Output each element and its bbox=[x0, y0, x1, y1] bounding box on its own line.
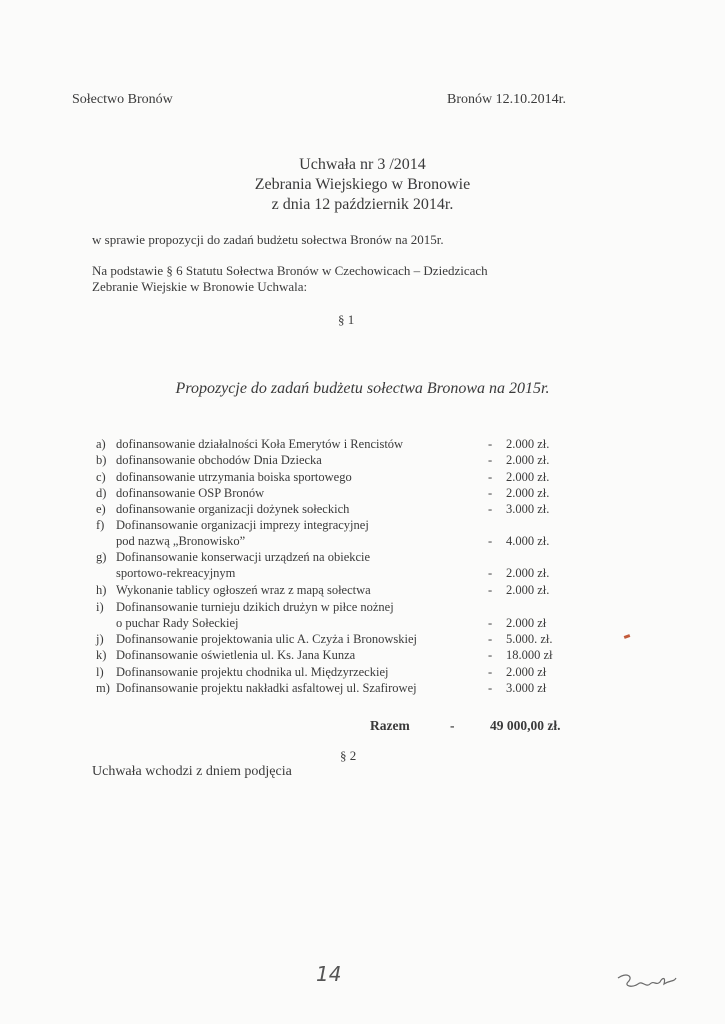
item-dash: - bbox=[488, 632, 493, 646]
list-item bbox=[96, 437, 576, 453]
item-letter: a) bbox=[96, 437, 106, 451]
item-amount: 2.000 zł. bbox=[506, 437, 550, 451]
item-description: Dofinansowanie oświetlenia ul. Ks. Jana Kunza bbox=[116, 648, 356, 662]
list-item bbox=[96, 616, 576, 632]
list-item bbox=[96, 550, 576, 566]
list-item bbox=[96, 583, 576, 599]
item-description: dofinansowanie działalności Koła Emerytów i Rencistów bbox=[116, 437, 404, 451]
item-amount: 4.000 zł. bbox=[506, 534, 550, 548]
item-description: Dofinansowanie projektu nakładki asfaltowej ul. Szafirowej bbox=[116, 681, 417, 695]
list-item bbox=[96, 470, 576, 486]
item-letter: h) bbox=[96, 583, 107, 597]
item-amount: 2.000 zł bbox=[506, 665, 547, 679]
item-dash: - bbox=[488, 437, 493, 451]
closing-statement: Uchwała wchodzi z dniem podjęcia bbox=[92, 764, 292, 779]
resolution-subject: w sprawie propozycji do zadań budżetu sołectwa Bronów na 2015r. bbox=[92, 232, 444, 247]
item-amount: 3.000 zł. bbox=[506, 502, 550, 516]
item-dash: - bbox=[488, 486, 493, 500]
ink-mark bbox=[624, 634, 631, 639]
item-amount: 3.000 zł bbox=[506, 681, 547, 695]
resolution-body: Zebrania Wiejskiego w Bronowie bbox=[254, 176, 471, 193]
item-description: sportowo-rekreacyjnym bbox=[116, 566, 236, 580]
item-description: Wykonanie tablicy ogłoszeń wraz z mapą sołectwa bbox=[116, 583, 371, 597]
item-dash: - bbox=[488, 453, 493, 467]
item-letter: i) bbox=[96, 600, 104, 614]
item-letter: j) bbox=[96, 632, 104, 646]
item-dash: - bbox=[488, 502, 493, 516]
item-amount: 5.000. zł. bbox=[506, 632, 553, 646]
item-description: dofinansowanie obchodów Dnia Dziecka bbox=[116, 453, 322, 467]
section-1-heading: § 1 bbox=[338, 312, 355, 327]
total-amount: 49 000,00 zł. bbox=[490, 718, 561, 733]
item-amount: 2.000 zł bbox=[506, 616, 547, 630]
legal-basis-line1: Na podstawie § 6 Statutu Sołectwa Bronów w Czechowicach – Dziedzicach bbox=[92, 263, 488, 278]
resolution-number: Uchwała nr 3 /2014 bbox=[299, 156, 426, 173]
header-date: Bronów 12.10.2014r. bbox=[447, 92, 566, 107]
list-item bbox=[96, 486, 576, 502]
item-letter: k) bbox=[96, 648, 107, 662]
item-amount: 2.000 zł. bbox=[506, 566, 550, 580]
item-dash: - bbox=[488, 583, 493, 597]
item-letter: l) bbox=[96, 665, 104, 679]
list-item bbox=[96, 453, 576, 469]
item-description: Dofinansowanie turnieju dzikich drużyn w piłce nożnej bbox=[116, 600, 394, 614]
item-dash: - bbox=[488, 470, 493, 484]
item-letter: m) bbox=[96, 681, 110, 695]
list-item bbox=[96, 648, 576, 664]
item-dash: - bbox=[488, 616, 493, 630]
handwritten-signature bbox=[612, 970, 682, 1000]
header-village: Sołectwo Bronów bbox=[72, 92, 173, 107]
list-item bbox=[96, 502, 576, 518]
list-item bbox=[96, 632, 576, 648]
item-description: Dofinansowanie projektowania ulic A. Czyża i Bronowskiej bbox=[116, 632, 417, 646]
item-letter: g) bbox=[96, 550, 107, 564]
item-dash: - bbox=[488, 648, 493, 662]
item-description: dofinansowanie OSP Bronów bbox=[116, 486, 265, 500]
item-letter: b) bbox=[96, 453, 107, 467]
item-amount: 18.000 zł bbox=[506, 648, 553, 662]
item-description: dofinansowanie utrzymania boiska sportowego bbox=[116, 470, 352, 484]
page-number: 14 bbox=[316, 962, 342, 986]
item-description: dofinansowanie organizacji dożynek sołeckich bbox=[116, 502, 350, 516]
total-label: Razem bbox=[370, 718, 410, 733]
item-amount: 2.000 zł. bbox=[506, 453, 550, 467]
list-item bbox=[96, 665, 576, 681]
item-dash: - bbox=[488, 665, 493, 679]
list-item bbox=[96, 534, 576, 550]
item-description: Dofinansowanie konserwacji urządzeń na obiekcie bbox=[116, 550, 371, 564]
item-dash: - bbox=[488, 681, 493, 695]
item-dash: - bbox=[488, 566, 493, 580]
item-letter: f) bbox=[96, 518, 105, 532]
item-letter: c) bbox=[96, 470, 106, 484]
total-dash: - bbox=[450, 718, 455, 733]
resolution-date: z dnia 12 październik 2014r. bbox=[271, 196, 454, 213]
item-dash: - bbox=[488, 534, 493, 548]
list-item bbox=[96, 600, 576, 616]
list-item bbox=[96, 566, 576, 582]
list-item bbox=[96, 518, 576, 534]
list-item bbox=[96, 681, 576, 697]
item-description: Dofinansowanie organizacji imprezy integracyjnej bbox=[116, 518, 369, 532]
proposals-title: Propozycje do zadań budżetu sołectwa Bronowa na 2015r. bbox=[175, 380, 550, 397]
item-description: pod nazwą „Bronowisko” bbox=[116, 534, 246, 548]
item-description: o puchar Rady Sołeckiej bbox=[116, 616, 239, 630]
item-amount: 2.000 zł. bbox=[506, 470, 550, 484]
item-letter: e) bbox=[96, 502, 106, 516]
legal-basis-line2: Zebranie Wiejskie w Bronowie Uchwala: bbox=[92, 279, 308, 294]
item-letter: d) bbox=[96, 486, 107, 500]
item-amount: 2.000 zł. bbox=[506, 583, 550, 597]
section-2-heading: § 2 bbox=[340, 748, 357, 763]
item-description: Dofinansowanie projektu chodnika ul. Międzyrzeckiej bbox=[116, 665, 389, 679]
item-amount: 2.000 zł. bbox=[506, 486, 550, 500]
